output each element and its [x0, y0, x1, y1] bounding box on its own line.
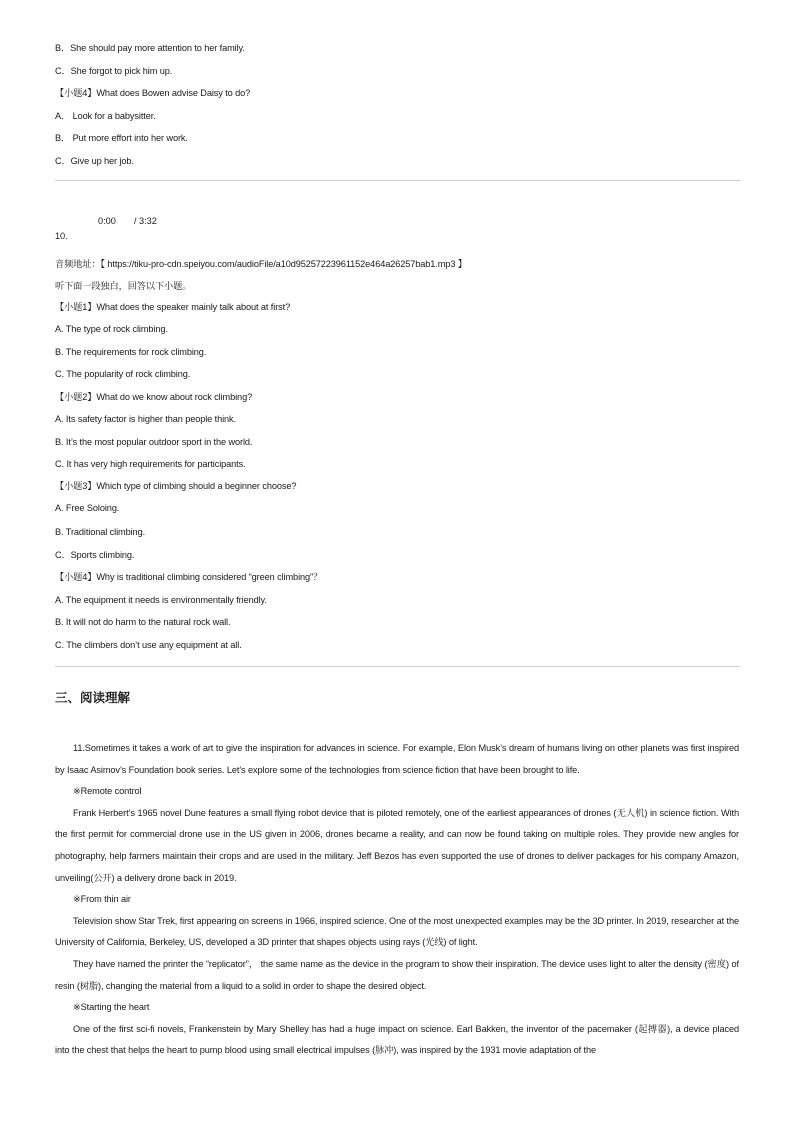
- sub-question-4: 【小题4】Why is traditional climbing considered “green climbing”？: [55, 572, 323, 582]
- option-b: B. Traditional climbing.: [55, 527, 146, 537]
- option-c: C. It has very high requirements for participants.: [55, 459, 246, 469]
- question-number: 10.: [55, 231, 68, 241]
- passage-paragraph: Frank Herbert’s 1965 novel Dune features a small flying robot device that is piloted remotely, one of the earliest appearances of drones (无人机) in science fiction. With the first permit for commercial drone use in the US given in 2006, drones became a reality, and can now be found taking on multiple roles. They provide new angles for photography, help farmers maintain their crops and are used in the military. Jeff Bezos has even supported the use of drones to deliver packages for his company Amazon, unveiling(公开) a delivery drone back in 2019.: [55, 807, 739, 883]
- option-a: A. The type of rock climbing.: [55, 324, 168, 334]
- option-a: A. The equipment it needs is environmentally friendly.: [55, 595, 267, 605]
- section-title: 三、阅读理解: [55, 690, 131, 705]
- option-c: C．She forgot to pick him up.: [55, 66, 173, 76]
- option-b: B. The requirements for rock climbing.: [55, 347, 207, 357]
- divider: [55, 666, 740, 667]
- option-b: B． Put more effort into her work.: [55, 133, 188, 143]
- divider: [55, 180, 740, 181]
- audio-current-time: 0:00: [98, 216, 116, 226]
- option-c: C. The popularity of rock climbing.: [55, 369, 191, 379]
- sub-question-2: 【小题2】What do we know about rock climbing?: [55, 392, 253, 402]
- option-c: C. The climbers don’t use any equipment at all.: [55, 640, 242, 650]
- option-a: A. Free Soloing.: [55, 503, 120, 513]
- option-b: B. It will not do harm to the natural rock wall.: [55, 617, 231, 627]
- option-a: A. Its safety factor is higher than people think.: [55, 414, 236, 424]
- audio-duration: / 3:32: [133, 216, 157, 226]
- reading-passage: [55, 738, 739, 1062]
- passage-paragraph: They have named the printer the “replicator”， the same name as the device in the program to show their inspiration. The device uses light to alter the density (密度) of resin (树脂), changing the material from a liquid to a solid in order to shape the desired object.: [55, 958, 739, 991]
- audio-player[interactable]: [98, 216, 157, 226]
- passage-subheading: ※Starting the heart: [73, 1002, 150, 1013]
- option-c: C．Sports climbing.: [55, 550, 135, 560]
- passage-subheading: ※From thin air: [73, 894, 131, 905]
- sub-question-3: 【小题3】Which type of climbing should a beginner choose?: [55, 481, 297, 491]
- listening-instruction: 听下面一段独白，回答以下小题。: [55, 281, 192, 291]
- passage-subheading: ※Remote control: [73, 786, 142, 797]
- option-b: B．She should pay more attention to her family.: [55, 43, 245, 53]
- option-c: C．Give up her job.: [55, 156, 134, 166]
- audio-url[interactable]: 音频地址：【 https://tiku-pro-cdn.speiyou.com/audioFile/a10d95257223961152e464a26257bab1.mp3 】: [55, 259, 467, 269]
- option-a: A． Look for a babysitter.: [55, 111, 156, 121]
- passage-paragraph: Television show Star Trek, first appearing on screens in 1966, inspired science. One of the most unexpected examples may be the 3D printer. In 2019, researcher at the University of California, Berkeley, US, developed a 3D printer that shapes objects using rays (光线) of light.: [55, 915, 739, 948]
- option-b: B. It’s the most popular outdoor sport in the world.: [55, 437, 253, 447]
- sub-question-1: 【小题1】What does the speaker mainly talk about at first?: [55, 302, 291, 312]
- sub-question-4: 【小题4】What does Bowen advise Daisy to do?: [55, 88, 251, 98]
- passage-paragraph: 11.Sometimes it takes a work of art to give the inspiration for advances in science. For example, Elon Musk’s dream of humans living on other planets was first inspired by Isaac Asimov’s Foundation book series. Let’s explore some of the technologies from science fiction that have been brought to life.: [55, 743, 739, 775]
- passage-paragraph: One of the first sci-fi novels, Frankenstein by Mary Shelley has had a huge impact on science. Earl Bakken, the inventor of the pacemaker (起搏器), a device placed into the chest that helps the heart to pump blood using small electrical impulses (脉冲), was inspired by the 1931 movie adaptation of the: [55, 1023, 739, 1056]
